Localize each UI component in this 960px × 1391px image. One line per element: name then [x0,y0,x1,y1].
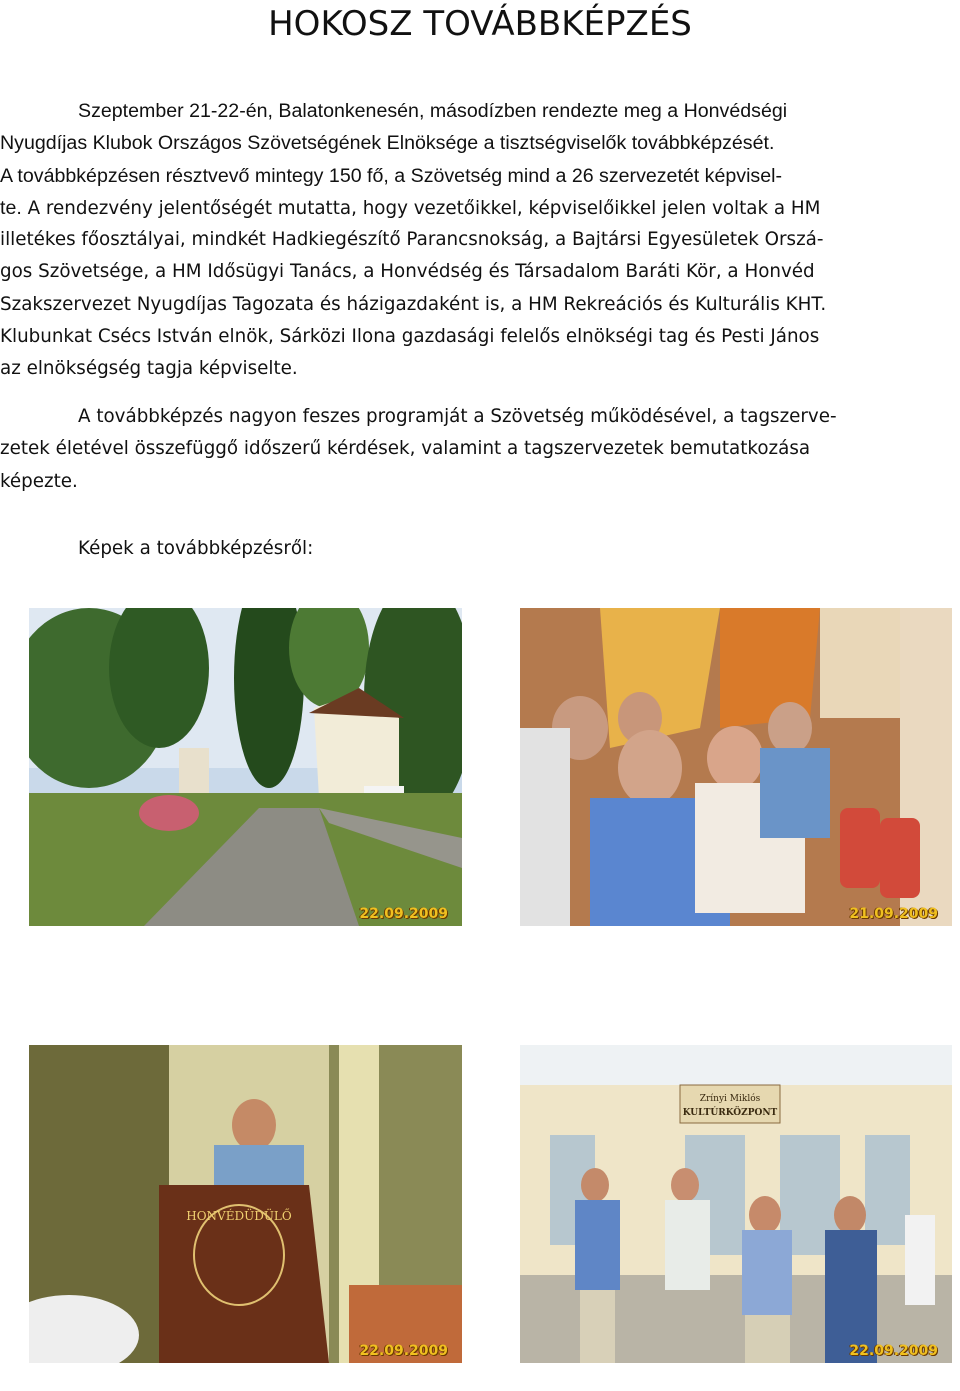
text-line-mixed [0,192,940,224]
paragraph-1 [0,95,940,386]
text-fragment: A rendezvény jelentőségét mutatta, hogy vezetőikkel, képviselőikkel jelen voltak a HM [21,197,821,219]
photo-speaker [29,1045,462,1363]
date-stamp: 22.09.2009 [849,1343,938,1359]
text-line: Nyugdíjas Klubok Országos Szövetségének Elnöksége a tisztségviselők továbbképzését. [0,132,775,155]
building-sign-line-2: KULTÚRKÖZPONT [682,1108,778,1118]
date-stamp: 22.09.2009 [359,1343,448,1359]
text-line: illetékes főosztályai, mindkét Hadkiegészítő Parancsnokság, a Bajtársi Egyesületek Orszá- [0,229,824,251]
text-line: Klubunkat Csécs István elnök, Sárközi Ilona gazdasági felelős elnökségi tag és Pesti János [0,326,820,348]
date-stamp: 22.09.2009 [359,906,448,922]
page-title: HOKOSZ TOVÁBBKÉPZÉS [268,4,692,44]
text-line: Szeptember 21-22-én, Balatonkenesén, másodízben rendezte meg a Honvédségi [78,100,788,122]
text-fragment: te. [0,196,22,219]
text-line: képezte. [0,470,78,492]
text-line: gos Szövetsége, a HM Idősügyi Tanács, a Honvédség és Társadalom Baráti Kör, a Honvéd [0,261,815,283]
photos-caption: Képek a továbbképzésről: [78,538,314,559]
paragraph-2 [0,401,940,498]
text-line: az elnökségség tagja képviselte. [0,358,298,380]
podium-sign-text: HONVÉDÜDÜLŐ [186,1209,292,1223]
speaker-image [29,1045,462,1363]
photo-park-road [29,608,462,926]
text-line: Szakszervezet Nyugdíjas Tagozata és házigazdaként is, a HM Rekreációs és Kulturális KHT. [0,293,827,315]
photo-audience [520,608,952,926]
text-line: A továbbképzésen résztvevő mintegy 150 fő, a Szövetség mind a 26 szervezetét képvisel- [0,164,782,187]
photo-group-outside [520,1045,952,1363]
date-stamp: 21.09.2009 [849,906,938,922]
text-line: zetek életével összefüggő időszerű kérdések, valamint a tagszervezetek bemutatkozása [0,438,811,460]
park-road-image [29,608,462,926]
audience-image [520,608,952,926]
building-sign-line-1: Zrínyi Miklós [699,1094,761,1104]
group-outside-image [520,1045,952,1363]
text-line: A továbbképzés nagyon feszes programját a Szövetség működésével, a tagszerve- [78,406,837,427]
